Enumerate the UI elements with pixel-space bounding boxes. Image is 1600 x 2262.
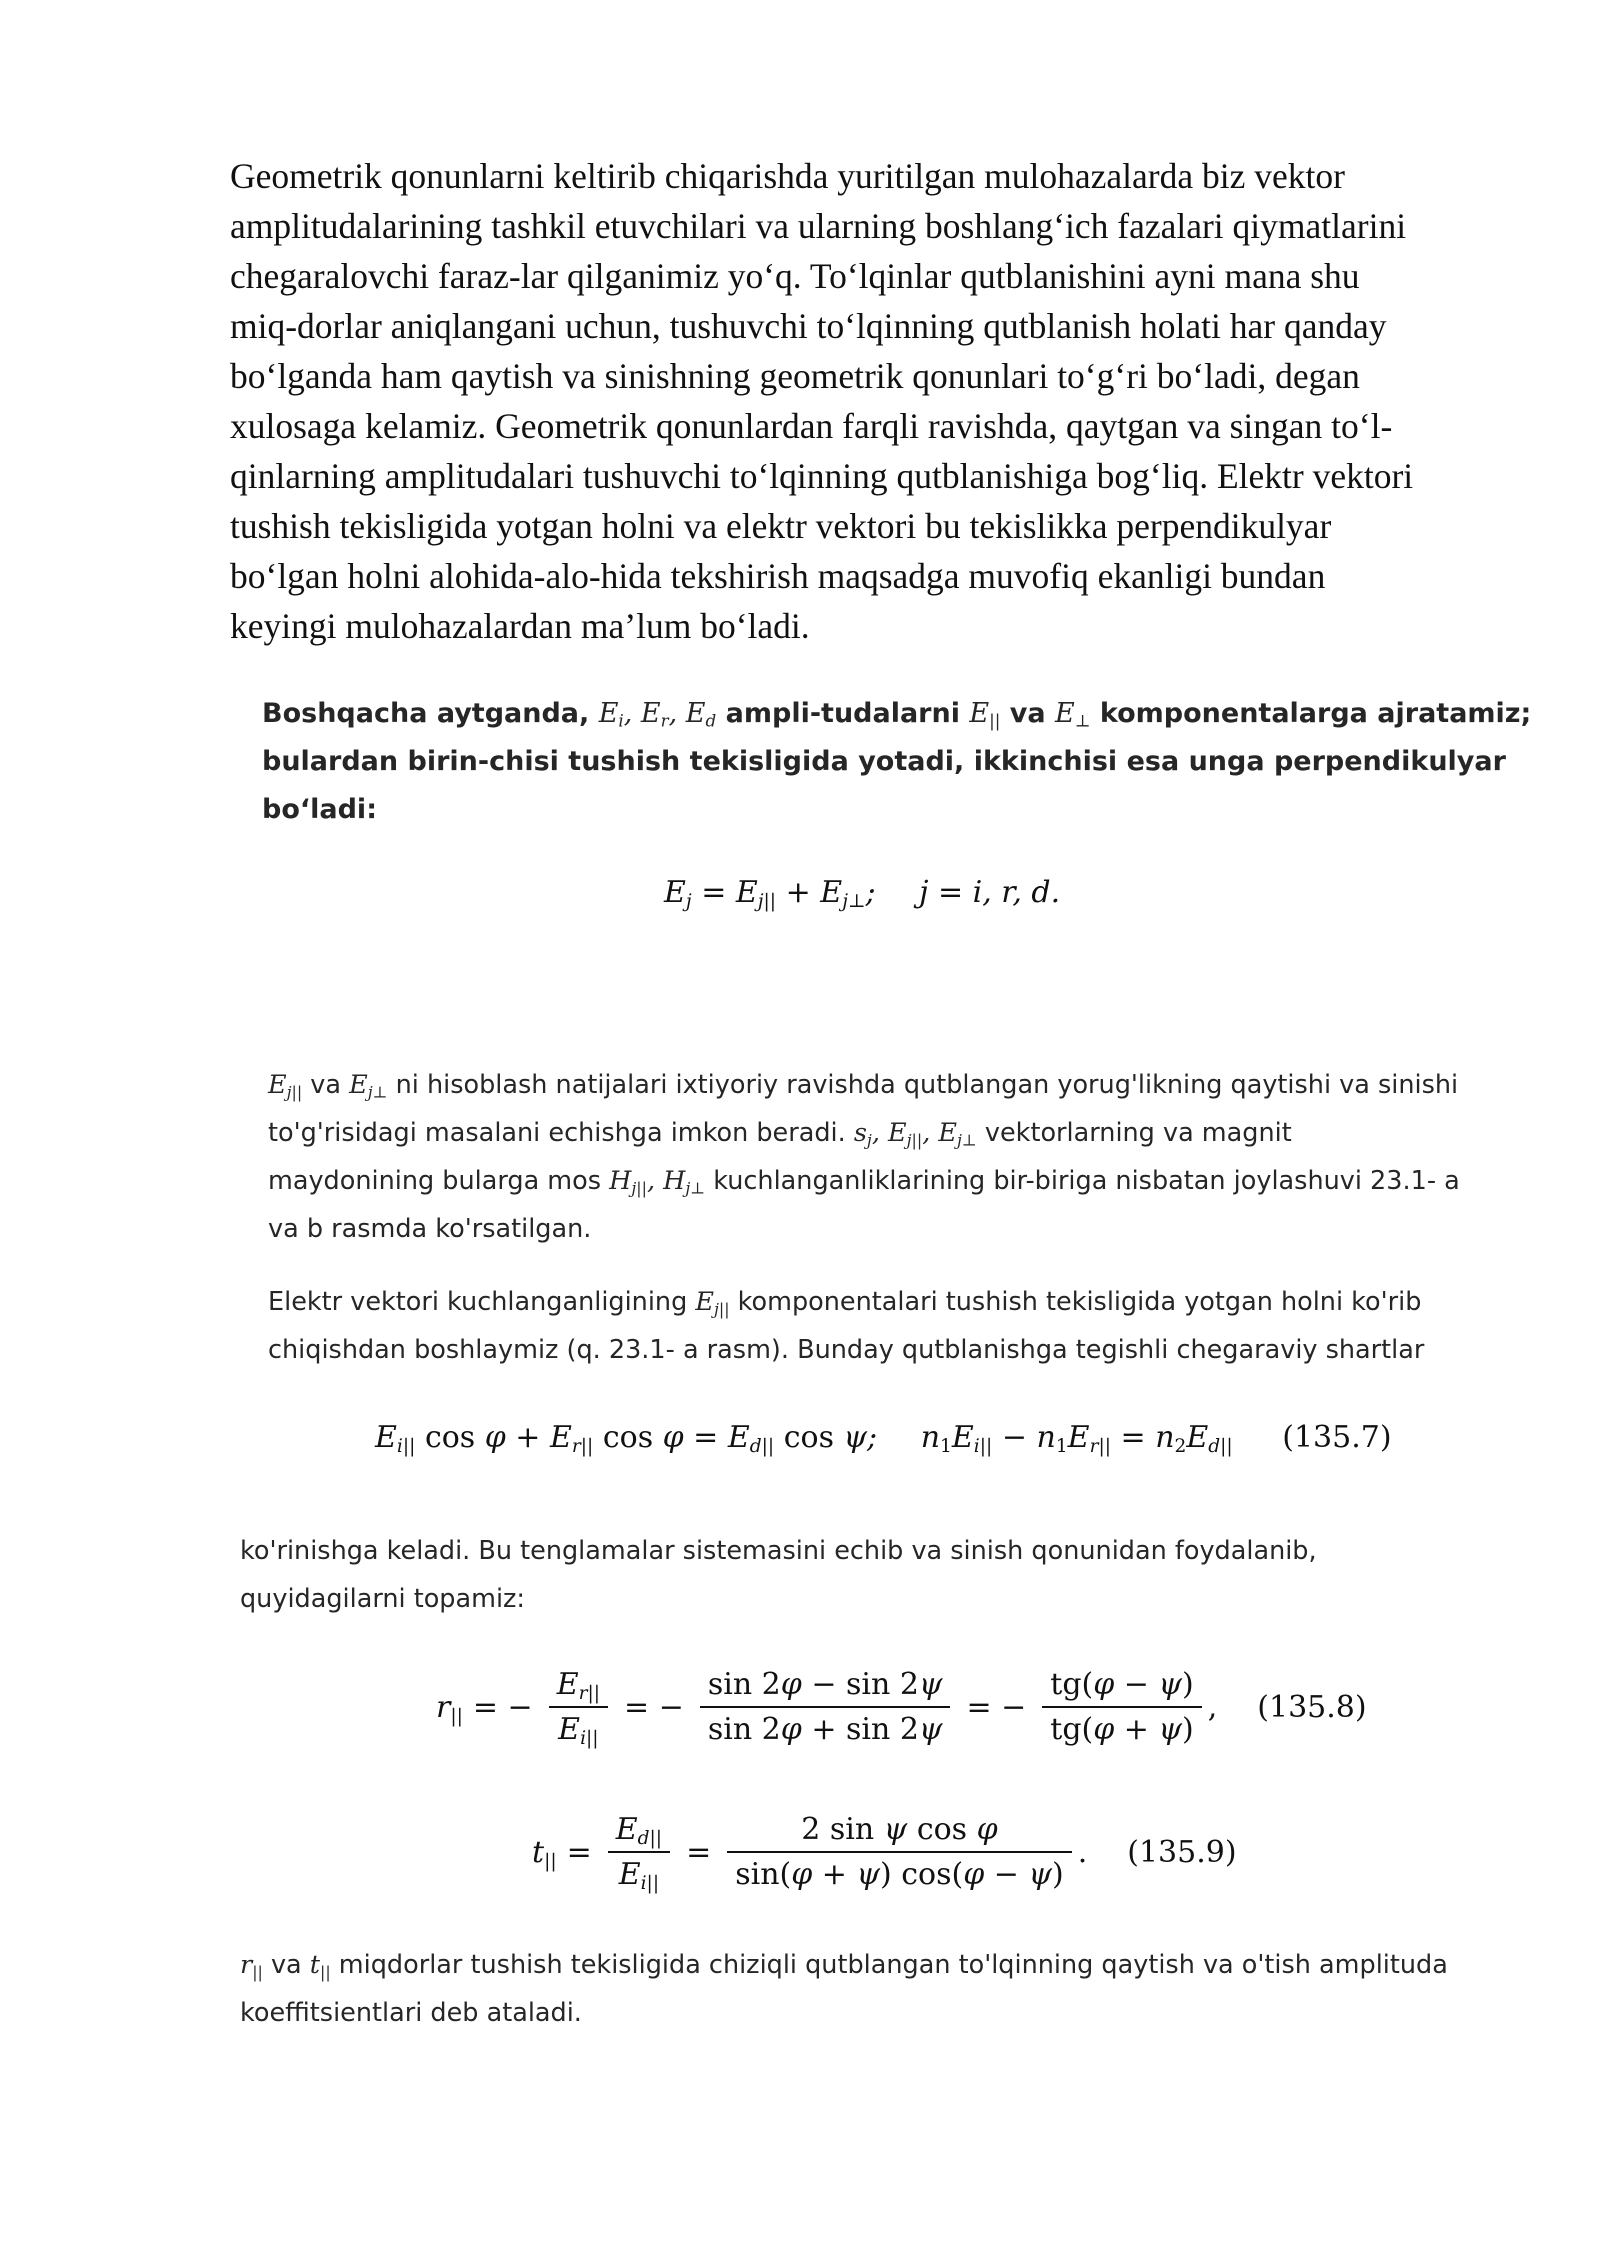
fraction-denominator: $E_{i||}$	[618, 1857, 660, 1895]
text-line	[268, 1109, 1460, 1157]
equation-number: (135.8)	[1257, 1689, 1367, 1725]
equation-135-9	[532, 1812, 1237, 1895]
math-operator: =	[686, 1834, 712, 1870]
text-line	[240, 1941, 1448, 1989]
fraction	[727, 1812, 1071, 1892]
fraction	[700, 1667, 951, 1747]
math-inline: $n_1E_{i||} - n_1E_{r||} = n_2E_{d||}$	[920, 1420, 1233, 1458]
math-inline: $t_{||}$	[532, 1834, 557, 1872]
fraction-numerator: tg(φ − ψ)	[1042, 1667, 1201, 1708]
paragraph-solution	[240, 1527, 1317, 1623]
equation-135-7	[375, 1420, 1392, 1458]
text-run: Boshqacha aytganda,	[262, 698, 599, 729]
math-inline: $E_{j||}$	[268, 1070, 303, 1102]
math-inline: $r_{||}$	[436, 1689, 463, 1727]
math-inline: $E_j = E_{j||} + E_{j\perp}$;	[664, 875, 876, 913]
text-line	[268, 1278, 1424, 1326]
math-operator: ,	[1207, 1689, 1218, 1725]
text-run: va	[262, 1950, 310, 1980]
text-line	[268, 1061, 1460, 1109]
text-line: ko'rinishga keladi. Bu tenglamalar sistemasini echib va sinish qonunidan foydalanib,	[240, 1536, 1317, 1566]
math-inline: j = i, r, d.	[919, 875, 1061, 910]
fraction-denominator: tg(φ + ψ)	[1050, 1712, 1194, 1747]
fraction	[1042, 1667, 1201, 1747]
math-operator: = −	[472, 1689, 533, 1725]
text-line: koeffitsientlari deb ataladi.	[240, 1998, 582, 2028]
text-line: amplitudalarining tashkil etuvchilari va ularning boshlang‘ich fazalari qiymatlarini	[230, 206, 1407, 246]
text-line: miq-dorlar aniqlangani uchun, tushuvchi to‘lqinning qutblanish holati har qanday	[230, 306, 1387, 346]
text-run: maydonining bularga mos	[268, 1166, 610, 1196]
math-inline: $H_{j||}$, $H_{j\perp}$	[609, 1166, 706, 1198]
text-line	[268, 1157, 1460, 1205]
fraction-numerator: $E_{r||}$	[549, 1667, 608, 1708]
math-inline: $r_{||}$	[240, 1950, 263, 1982]
math-operator: =	[566, 1834, 592, 1870]
text-line: tushish tekisligida yotgan holni va elektr vektori bu tekislikka perpendikulyar	[230, 506, 1332, 546]
fraction	[608, 1812, 670, 1895]
fraction-numerator: 2 sin ψ cos φ	[727, 1812, 1071, 1853]
text-line: Geometrik qonunlarni keltirib chiqarishda yuritilgan mulohazalarda biz vektor	[230, 156, 1345, 196]
fraction-numerator: sin 2φ − sin 2ψ	[700, 1667, 951, 1708]
text-line: bo‘ladi:	[262, 794, 377, 825]
equation-number: (135.9)	[1127, 1834, 1237, 1870]
math-operator: .	[1077, 1834, 1088, 1870]
math-operator: = −	[624, 1689, 684, 1725]
text-run: komponentalari tushish tekisligida yotgan holni ko'rib	[729, 1287, 1422, 1317]
fraction	[549, 1667, 608, 1750]
text-run: va	[302, 1070, 350, 1100]
text-line: chegaralovchi faraz-lar qilganimiz yo‘q. To‘lqinlar qutblanishini ayni mana shu	[230, 256, 1360, 296]
text-line: va b rasmda ko'rsatilgan.	[268, 1214, 592, 1244]
bold-paragraph	[262, 690, 1531, 834]
text-line: bo‘lgan holni alohida-alo-hida tekshirish maqsadga muvofiq ekanligi bundan	[230, 556, 1326, 596]
equation-decomposition	[664, 875, 1061, 913]
paragraph-coefficients	[240, 1941, 1448, 2037]
fraction-numerator: $E_{d||}$	[608, 1812, 670, 1853]
text-line: quyidagilarni topamiz:	[240, 1584, 526, 1614]
math-inline: $E_{j||}$	[695, 1287, 730, 1319]
math-operator: = −	[966, 1689, 1027, 1725]
text-line: bulardan birin-chisi tushish tekisligida yotadi, ikkinchisi esa unga perpendikulyar	[262, 746, 1506, 777]
text-run: komponentalarga ajratamiz;	[1090, 698, 1532, 729]
text-run: Elektr vektori kuchlanganligining	[268, 1287, 696, 1317]
text-line: keyingi mulohazalardan ma’lum bo‘ladi.	[230, 606, 810, 646]
math-inline: $E_i$, $E_r$, $E_d$	[598, 698, 717, 731]
text-run: miqdorlar tushish tekisligida chiziqli qutblangan to'lqinning qaytish va o'tish amplituda	[330, 1950, 1448, 1980]
paragraph-boundary-conditions	[268, 1278, 1424, 1374]
text-run: ampli-tudalarni	[716, 698, 970, 729]
math-inline: $t_{||}$	[309, 1950, 331, 1982]
paragraph-results	[268, 1061, 1460, 1253]
fraction-denominator: $E_{i||}$	[558, 1712, 599, 1750]
text-run: vektorlarning va magnit	[976, 1118, 1292, 1148]
fraction-denominator: sin 2φ + sin 2ψ	[707, 1712, 943, 1747]
text-line: chiqishdan boshlaymiz (q. 23.1- a rasm). Bunday qutblanishga tegishli chegaraviy shartlar	[268, 1335, 1425, 1365]
fraction-denominator: sin(φ + ψ) cos(φ − ψ)	[735, 1857, 1064, 1892]
text-line: bo‘lganda ham qaytish va sinishning geometrik qonunlari to‘g‘ri bo‘ladi, degan	[230, 356, 1360, 396]
text-line: qinlarning amplitudalari tushuvchi to‘lqinning qutblanishiga bog‘liq. Elektr vektori	[230, 456, 1414, 496]
text-run: ni hisoblash natijalari ixtiyoriy ravishda qutblangan yorug'likning qaytishi va sinishi	[387, 1070, 1459, 1100]
text-run: to'g'risidagi masalani echishga imkon beradi.	[268, 1118, 854, 1148]
math-inline: $s_j$, $E_{j||}$, $E_{j\perp}$	[853, 1118, 977, 1150]
equation-135-8	[436, 1667, 1367, 1750]
text-run: kuchlanganliklarining bir-biriga nisbatan joylashuvi 23.1- a	[705, 1166, 1460, 1196]
math-inline: $E_{i||}$ $\cos \varphi + E_{r||}$ $\cos \varphi = E_{d||}$ cos ψ;	[375, 1420, 878, 1458]
intro-paragraph	[230, 151, 1510, 651]
text-run: va	[1000, 698, 1055, 729]
text-line: xulosaga kelamiz. Geometrik qonunlardan farqli ravishda, qaytgan va singan to‘l-	[230, 406, 1393, 446]
math-inline: $E_{||}$	[969, 698, 1001, 731]
math-inline: $E_\perp$	[1055, 698, 1091, 731]
equation-number: (135.7)	[1282, 1420, 1392, 1455]
text-line	[262, 690, 1531, 738]
math-inline: $E_{j\perp}$	[349, 1070, 388, 1102]
